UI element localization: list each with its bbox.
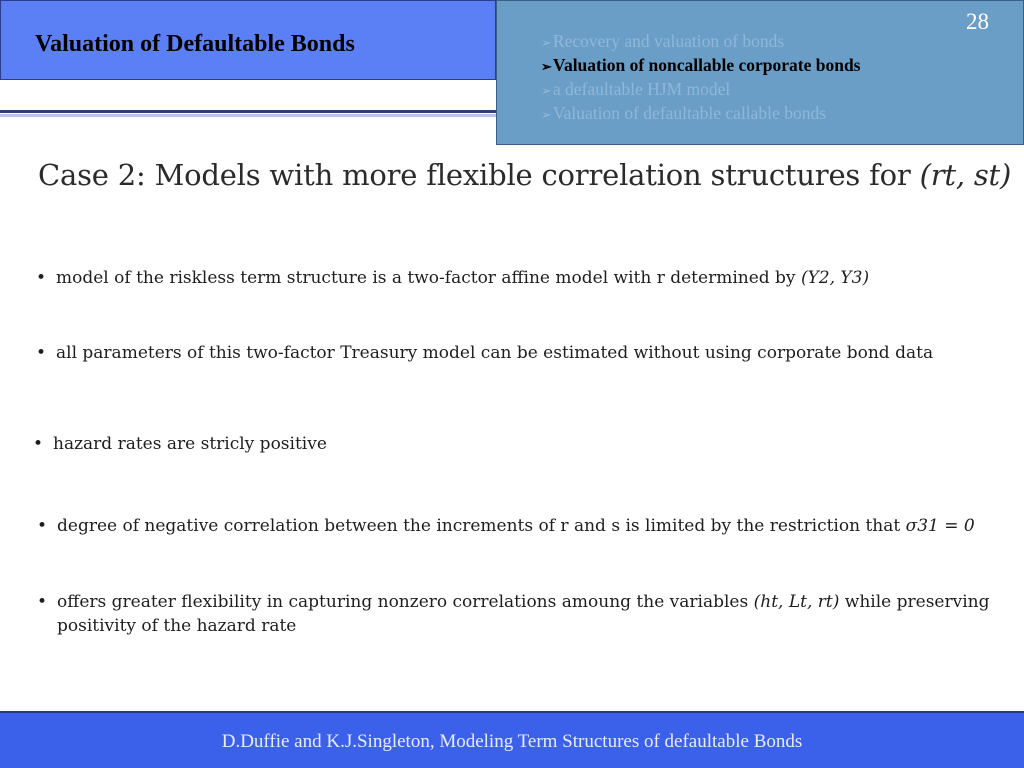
heading-math: (rt, st) [919,158,1012,192]
bullet-dot-icon: • [36,268,47,288]
bullet-dot-icon: • [37,592,48,612]
arrow-bullet-icon: ➢ [541,59,552,74]
toc-item-callable[interactable]: ➢Valuation of defaultable callable bonds [541,103,827,123]
bullet-math: (ht, Lt, rt) [753,592,840,612]
bullet-math: (Y2, Y3) [800,268,870,288]
arrow-bullet-icon: ➢ [541,35,552,50]
slide-heading: Case 2: Models with more flexible correlation structures for (rt, st) [38,158,1012,192]
footer-bar [0,711,1024,768]
page-number: 28 [966,9,989,34]
arrow-bullet-icon: ➢ [541,107,552,122]
header-rule-light [0,114,496,117]
toc-panel [496,0,1024,145]
bullet-dot-icon: • [36,343,47,363]
header-rule-dark [0,110,496,113]
toc-list [541,30,861,126]
footer-citation: D.Duffie and K.J.Singleton, Modeling Term Structures of defaultable Bonds [221,731,803,752]
toc-item-recovery[interactable]: ➢Recovery and valuation of bonds [541,31,785,51]
slide-section-title: Valuation of Defaultable Bonds [35,31,355,57]
bullet-dot-icon: • [33,434,44,454]
arrow-bullet-icon: ➢ [541,83,552,98]
toc-item-noncallable[interactable]: ➢Valuation of noncallable corporate bonds [541,55,861,75]
bullet-math: σ31 = 0 [905,516,975,536]
title-bar [0,0,496,80]
toc-item-hjm[interactable]: ➢a defaultable HJM model [541,79,731,99]
bullet-dot-icon: • [37,516,48,536]
